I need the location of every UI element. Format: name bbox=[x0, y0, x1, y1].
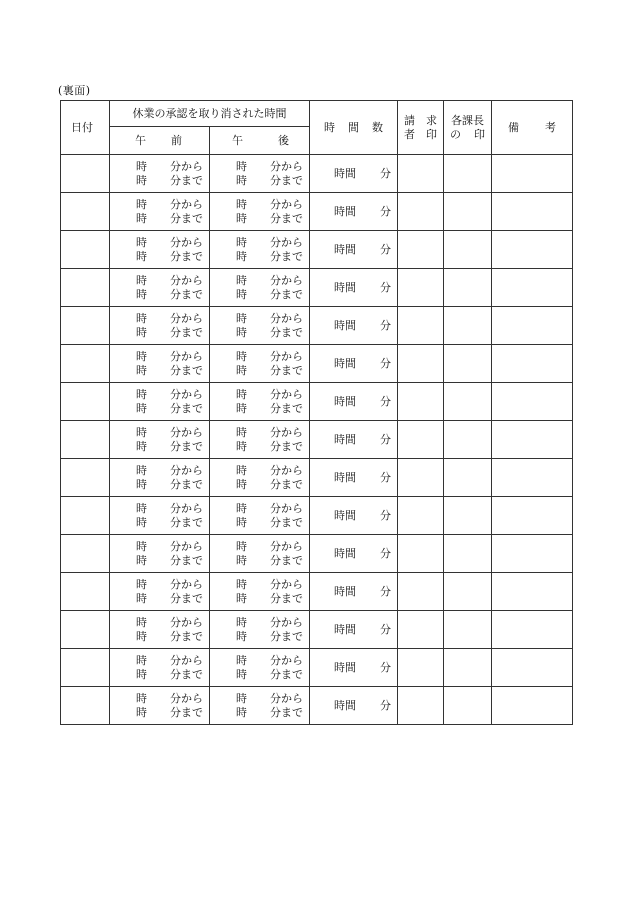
pm-time-cell[interactable] bbox=[210, 307, 310, 345]
from-label: 分から bbox=[170, 159, 203, 173]
table-row bbox=[61, 383, 573, 421]
hour-label: 時 bbox=[136, 653, 147, 667]
remarks-cell[interactable] bbox=[492, 687, 573, 725]
am-time-cell[interactable] bbox=[110, 345, 210, 383]
date-cell[interactable] bbox=[61, 459, 110, 497]
hour-label: 時 bbox=[236, 501, 247, 515]
requester-seal-cell[interactable] bbox=[398, 269, 444, 307]
hour-label: 時 bbox=[136, 463, 147, 477]
minutes-unit-label: 分 bbox=[380, 318, 391, 332]
section-chief-seal-cell[interactable] bbox=[444, 231, 492, 269]
hours-unit-label: 時間 bbox=[334, 470, 356, 484]
from-label: 分から bbox=[170, 425, 203, 439]
hours-cell[interactable] bbox=[310, 535, 398, 573]
hour-label: 時 bbox=[136, 387, 147, 401]
am-time-cell[interactable] bbox=[110, 459, 210, 497]
date-cell[interactable] bbox=[61, 497, 110, 535]
until-label: 分まで bbox=[270, 667, 303, 681]
hours-cell[interactable] bbox=[310, 497, 398, 535]
hour-label: 時 bbox=[236, 211, 247, 225]
hour-label: 時 bbox=[136, 287, 147, 301]
requester-seal-cell[interactable] bbox=[398, 421, 444, 459]
page-side-label: (裏面) bbox=[58, 84, 91, 97]
minutes-unit-label: 分 bbox=[380, 508, 391, 522]
section-chief-seal-cell[interactable] bbox=[444, 649, 492, 687]
pm-time-cell[interactable] bbox=[210, 155, 310, 193]
section-chief-seal-cell[interactable] bbox=[444, 573, 492, 611]
hours-unit-label: 時間 bbox=[334, 318, 356, 332]
hours-unit-label: 時間 bbox=[334, 660, 356, 674]
table-row bbox=[61, 307, 573, 345]
date-cell[interactable] bbox=[61, 307, 110, 345]
hours-cell[interactable] bbox=[310, 421, 398, 459]
hours-cell[interactable] bbox=[310, 345, 398, 383]
am-time-cell[interactable] bbox=[110, 611, 210, 649]
hour-label: 時 bbox=[136, 667, 147, 681]
table-row bbox=[61, 155, 573, 193]
hour-label: 時 bbox=[236, 349, 247, 363]
requester-seal-cell[interactable] bbox=[398, 535, 444, 573]
table-row bbox=[61, 649, 573, 687]
hours-unit-label: 時間 bbox=[334, 356, 356, 370]
minutes-unit-label: 分 bbox=[380, 660, 391, 674]
until-label: 分まで bbox=[270, 439, 303, 453]
am-time-cell[interactable] bbox=[110, 307, 210, 345]
table-row bbox=[61, 459, 573, 497]
minutes-unit-label: 分 bbox=[380, 698, 391, 712]
until-label: 分まで bbox=[270, 211, 303, 225]
date-cell[interactable] bbox=[61, 687, 110, 725]
from-label: 分から bbox=[170, 615, 203, 629]
until-label: 分まで bbox=[170, 173, 203, 187]
from-label: 分から bbox=[270, 539, 303, 553]
remarks-header: 備 考 bbox=[492, 101, 573, 155]
remarks-cell[interactable] bbox=[492, 459, 573, 497]
pm-time-cell[interactable] bbox=[210, 649, 310, 687]
section-chief-seal-cell[interactable] bbox=[444, 307, 492, 345]
table-row bbox=[61, 535, 573, 573]
hours-unit-label: 時間 bbox=[334, 546, 356, 560]
hour-label: 時 bbox=[236, 287, 247, 301]
section-chief-seal-cell[interactable] bbox=[444, 687, 492, 725]
requester-seal-cell[interactable] bbox=[398, 611, 444, 649]
remarks-cell[interactable] bbox=[492, 497, 573, 535]
from-label: 分から bbox=[170, 311, 203, 325]
section-chief-seal-cell[interactable] bbox=[444, 345, 492, 383]
minutes-unit-label: 分 bbox=[380, 394, 391, 408]
hour-label: 時 bbox=[136, 325, 147, 339]
date-cell[interactable] bbox=[61, 573, 110, 611]
hour-label: 時 bbox=[236, 197, 247, 211]
hours-unit-label: 時間 bbox=[334, 280, 356, 294]
date-cell[interactable] bbox=[61, 231, 110, 269]
hours-unit-label: 時間 bbox=[334, 432, 356, 446]
until-label: 分まで bbox=[170, 249, 203, 263]
hours-cell[interactable] bbox=[310, 269, 398, 307]
remarks-cell[interactable] bbox=[492, 535, 573, 573]
minutes-unit-label: 分 bbox=[380, 546, 391, 560]
from-label: 分から bbox=[270, 615, 303, 629]
from-label: 分から bbox=[270, 501, 303, 515]
pm-time-cell[interactable] bbox=[210, 383, 310, 421]
hours-cell[interactable] bbox=[310, 687, 398, 725]
hour-label: 時 bbox=[136, 349, 147, 363]
hour-label: 時 bbox=[136, 515, 147, 529]
until-label: 分まで bbox=[170, 553, 203, 567]
hour-label: 時 bbox=[236, 159, 247, 173]
header-row-top bbox=[61, 101, 573, 127]
minutes-unit-label: 分 bbox=[380, 166, 391, 180]
until-label: 分まで bbox=[270, 705, 303, 719]
hour-label: 時 bbox=[136, 477, 147, 491]
remarks-cell[interactable] bbox=[492, 307, 573, 345]
table-row bbox=[61, 573, 573, 611]
from-label: 分から bbox=[170, 653, 203, 667]
am-time-cell[interactable] bbox=[110, 269, 210, 307]
hour-label: 時 bbox=[136, 439, 147, 453]
until-label: 分まで bbox=[170, 363, 203, 377]
hour-label: 時 bbox=[236, 705, 247, 719]
from-label: 分から bbox=[270, 577, 303, 591]
hour-label: 時 bbox=[236, 439, 247, 453]
remarks-cell[interactable] bbox=[492, 193, 573, 231]
hour-label: 時 bbox=[236, 667, 247, 681]
minutes-unit-label: 分 bbox=[380, 470, 391, 484]
hours-cell[interactable] bbox=[310, 383, 398, 421]
until-label: 分まで bbox=[270, 325, 303, 339]
pm-time-cell[interactable] bbox=[210, 573, 310, 611]
until-label: 分まで bbox=[270, 401, 303, 415]
hours-unit-label: 時間 bbox=[334, 508, 356, 522]
from-label: 分から bbox=[270, 425, 303, 439]
requester-seal-cell[interactable] bbox=[398, 649, 444, 687]
from-label: 分から bbox=[170, 273, 203, 287]
until-label: 分まで bbox=[170, 591, 203, 605]
date-cell[interactable] bbox=[61, 421, 110, 459]
hour-label: 時 bbox=[236, 249, 247, 263]
hour-label: 時 bbox=[136, 311, 147, 325]
pm-time-cell[interactable] bbox=[210, 421, 310, 459]
remarks-cell[interactable] bbox=[492, 345, 573, 383]
hour-label: 時 bbox=[236, 691, 247, 705]
minutes-unit-label: 分 bbox=[380, 242, 391, 256]
pm-time-cell[interactable] bbox=[210, 497, 310, 535]
until-label: 分まで bbox=[270, 477, 303, 491]
until-label: 分まで bbox=[270, 515, 303, 529]
requester-seal-cell[interactable] bbox=[398, 687, 444, 725]
until-label: 分まで bbox=[170, 477, 203, 491]
date-cell[interactable] bbox=[61, 193, 110, 231]
from-label: 分から bbox=[170, 501, 203, 515]
from-label: 分から bbox=[170, 349, 203, 363]
hours-unit-label: 時間 bbox=[334, 166, 356, 180]
hour-label: 時 bbox=[236, 463, 247, 477]
requester-seal-cell[interactable] bbox=[398, 307, 444, 345]
until-label: 分まで bbox=[170, 211, 203, 225]
am-header: 午 前 bbox=[110, 127, 210, 155]
hour-label: 時 bbox=[136, 401, 147, 415]
hours-cell[interactable] bbox=[310, 611, 398, 649]
date-cell[interactable] bbox=[61, 383, 110, 421]
hour-label: 時 bbox=[136, 273, 147, 287]
remarks-cell[interactable] bbox=[492, 611, 573, 649]
minutes-unit-label: 分 bbox=[380, 204, 391, 218]
am-time-cell[interactable] bbox=[110, 649, 210, 687]
table-row bbox=[61, 687, 573, 725]
table-body bbox=[61, 155, 573, 725]
pm-header: 午 後 bbox=[210, 127, 310, 155]
requester-seal-cell[interactable] bbox=[398, 459, 444, 497]
minutes-unit-label: 分 bbox=[380, 622, 391, 636]
pm-time-cell[interactable] bbox=[210, 611, 310, 649]
until-label: 分まで bbox=[170, 439, 203, 453]
hour-label: 時 bbox=[136, 705, 147, 719]
am-time-cell[interactable] bbox=[110, 573, 210, 611]
remarks-cell[interactable] bbox=[492, 383, 573, 421]
from-label: 分から bbox=[170, 463, 203, 477]
am-time-cell[interactable] bbox=[110, 193, 210, 231]
hour-label: 時 bbox=[136, 425, 147, 439]
date-cell[interactable] bbox=[61, 611, 110, 649]
minutes-unit-label: 分 bbox=[380, 280, 391, 294]
from-label: 分から bbox=[270, 691, 303, 705]
until-label: 分まで bbox=[270, 249, 303, 263]
hour-label: 時 bbox=[136, 211, 147, 225]
date-cell[interactable] bbox=[61, 649, 110, 687]
from-label: 分から bbox=[170, 577, 203, 591]
remarks-cell[interactable] bbox=[492, 421, 573, 459]
date-cell[interactable] bbox=[61, 269, 110, 307]
until-label: 分まで bbox=[170, 325, 203, 339]
hour-label: 時 bbox=[236, 591, 247, 605]
hour-label: 時 bbox=[136, 691, 147, 705]
pm-time-cell[interactable] bbox=[210, 459, 310, 497]
requester-seal-cell[interactable] bbox=[398, 497, 444, 535]
minutes-unit-label: 分 bbox=[380, 356, 391, 370]
until-label: 分まで bbox=[270, 591, 303, 605]
date-cell[interactable] bbox=[61, 155, 110, 193]
hour-label: 時 bbox=[236, 577, 247, 591]
pm-time-cell[interactable] bbox=[210, 231, 310, 269]
from-label: 分から bbox=[270, 349, 303, 363]
hours-cell[interactable] bbox=[310, 231, 398, 269]
table-row bbox=[61, 497, 573, 535]
hours-cell[interactable] bbox=[310, 307, 398, 345]
remarks-cell[interactable] bbox=[492, 573, 573, 611]
cancelled-time-header: 休業の承認を取り消された時間 bbox=[110, 101, 310, 127]
remarks-cell[interactable] bbox=[492, 649, 573, 687]
from-label: 分から bbox=[270, 197, 303, 211]
section-chief-seal-cell[interactable] bbox=[444, 535, 492, 573]
requester-seal-cell[interactable] bbox=[398, 345, 444, 383]
table-row bbox=[61, 193, 573, 231]
hour-label: 時 bbox=[136, 159, 147, 173]
am-time-cell[interactable] bbox=[110, 687, 210, 725]
requester-seal-header: 請 求 者 印 bbox=[398, 101, 444, 155]
hours-cell[interactable] bbox=[310, 459, 398, 497]
hour-label: 時 bbox=[236, 325, 247, 339]
hour-label: 時 bbox=[236, 425, 247, 439]
section-chief-seal-cell[interactable] bbox=[444, 611, 492, 649]
from-label: 分から bbox=[170, 691, 203, 705]
requester-seal-cell[interactable] bbox=[398, 231, 444, 269]
hour-label: 時 bbox=[136, 363, 147, 377]
remarks-cell[interactable] bbox=[492, 269, 573, 307]
until-label: 分まで bbox=[170, 667, 203, 681]
hours-unit-label: 時間 bbox=[334, 584, 356, 598]
section-chief-seal-cell[interactable] bbox=[444, 383, 492, 421]
hour-label: 時 bbox=[236, 515, 247, 529]
hour-label: 時 bbox=[136, 539, 147, 553]
remarks-cell[interactable] bbox=[492, 155, 573, 193]
from-label: 分から bbox=[270, 273, 303, 287]
until-label: 分まで bbox=[270, 173, 303, 187]
table-row bbox=[61, 421, 573, 459]
until-label: 分まで bbox=[270, 629, 303, 643]
hour-label: 時 bbox=[236, 553, 247, 567]
from-label: 分から bbox=[270, 159, 303, 173]
hour-label: 時 bbox=[136, 173, 147, 187]
minutes-unit-label: 分 bbox=[380, 584, 391, 598]
am-time-cell[interactable] bbox=[110, 231, 210, 269]
hour-label: 時 bbox=[236, 401, 247, 415]
leave-cancellation-table bbox=[60, 100, 573, 725]
hour-label: 時 bbox=[136, 577, 147, 591]
am-time-cell[interactable] bbox=[110, 497, 210, 535]
date-cell[interactable] bbox=[61, 345, 110, 383]
until-label: 分まで bbox=[170, 705, 203, 719]
pm-time-cell[interactable] bbox=[210, 535, 310, 573]
hour-label: 時 bbox=[236, 363, 247, 377]
until-label: 分まで bbox=[170, 401, 203, 415]
from-label: 分から bbox=[270, 463, 303, 477]
pm-time-cell[interactable] bbox=[210, 687, 310, 725]
hour-label: 時 bbox=[136, 615, 147, 629]
minutes-unit-label: 分 bbox=[380, 432, 391, 446]
from-label: 分から bbox=[270, 311, 303, 325]
table-row bbox=[61, 611, 573, 649]
section-chief-seal-header: 各課長 の 印 bbox=[444, 101, 492, 155]
am-time-cell[interactable] bbox=[110, 535, 210, 573]
section-chief-seal-cell[interactable] bbox=[444, 497, 492, 535]
until-label: 分まで bbox=[170, 629, 203, 643]
remarks-cell[interactable] bbox=[492, 231, 573, 269]
section-chief-seal-cell[interactable] bbox=[444, 421, 492, 459]
until-label: 分まで bbox=[270, 553, 303, 567]
date-header: 日 付 bbox=[61, 101, 110, 155]
table-row bbox=[61, 231, 573, 269]
pm-time-cell[interactable] bbox=[210, 269, 310, 307]
am-time-cell[interactable] bbox=[110, 383, 210, 421]
from-label: 分から bbox=[170, 197, 203, 211]
hour-label: 時 bbox=[136, 591, 147, 605]
hour-label: 時 bbox=[136, 553, 147, 567]
hour-label: 時 bbox=[236, 387, 247, 401]
hour-label: 時 bbox=[236, 273, 247, 287]
until-label: 分まで bbox=[270, 287, 303, 301]
am-time-cell[interactable] bbox=[110, 421, 210, 459]
hour-label: 時 bbox=[236, 235, 247, 249]
section-chief-seal-cell[interactable] bbox=[444, 459, 492, 497]
hour-label: 時 bbox=[136, 249, 147, 263]
from-label: 分から bbox=[170, 235, 203, 249]
requester-seal-cell[interactable] bbox=[398, 193, 444, 231]
from-label: 分から bbox=[170, 387, 203, 401]
hour-label: 時 bbox=[236, 311, 247, 325]
hours-unit-label: 時間 bbox=[334, 698, 356, 712]
from-label: 分から bbox=[170, 539, 203, 553]
section-chief-seal-cell[interactable] bbox=[444, 269, 492, 307]
hour-label: 時 bbox=[236, 629, 247, 643]
until-label: 分まで bbox=[170, 515, 203, 529]
hours-unit-label: 時間 bbox=[334, 242, 356, 256]
hour-label: 時 bbox=[236, 653, 247, 667]
hour-label: 時 bbox=[136, 197, 147, 211]
hour-label: 時 bbox=[236, 477, 247, 491]
section-chief-seal-cell[interactable] bbox=[444, 193, 492, 231]
until-label: 分まで bbox=[270, 363, 303, 377]
from-label: 分から bbox=[270, 235, 303, 249]
requester-seal-cell[interactable] bbox=[398, 573, 444, 611]
hours-cell[interactable] bbox=[310, 193, 398, 231]
pm-time-cell[interactable] bbox=[210, 345, 310, 383]
until-label: 分まで bbox=[170, 287, 203, 301]
hours-header: 時 間 数 bbox=[310, 101, 398, 155]
hour-label: 時 bbox=[136, 501, 147, 515]
requester-seal-cell[interactable] bbox=[398, 155, 444, 193]
hour-label: 時 bbox=[236, 539, 247, 553]
hours-cell[interactable] bbox=[310, 573, 398, 611]
hour-label: 時 bbox=[136, 235, 147, 249]
am-time-cell[interactable] bbox=[110, 155, 210, 193]
date-cell[interactable] bbox=[61, 535, 110, 573]
requester-seal-cell[interactable] bbox=[398, 383, 444, 421]
hours-unit-label: 時間 bbox=[334, 394, 356, 408]
hours-cell[interactable] bbox=[310, 155, 398, 193]
table-row bbox=[61, 269, 573, 307]
section-chief-seal-cell[interactable] bbox=[444, 155, 492, 193]
table-row bbox=[61, 345, 573, 383]
hour-label: 時 bbox=[236, 615, 247, 629]
hours-unit-label: 時間 bbox=[334, 622, 356, 636]
from-label: 分から bbox=[270, 653, 303, 667]
pm-time-cell[interactable] bbox=[210, 193, 310, 231]
hour-label: 時 bbox=[236, 173, 247, 187]
hour-label: 時 bbox=[136, 629, 147, 643]
hours-cell[interactable] bbox=[310, 649, 398, 687]
hours-unit-label: 時間 bbox=[334, 204, 356, 218]
from-label: 分から bbox=[270, 387, 303, 401]
